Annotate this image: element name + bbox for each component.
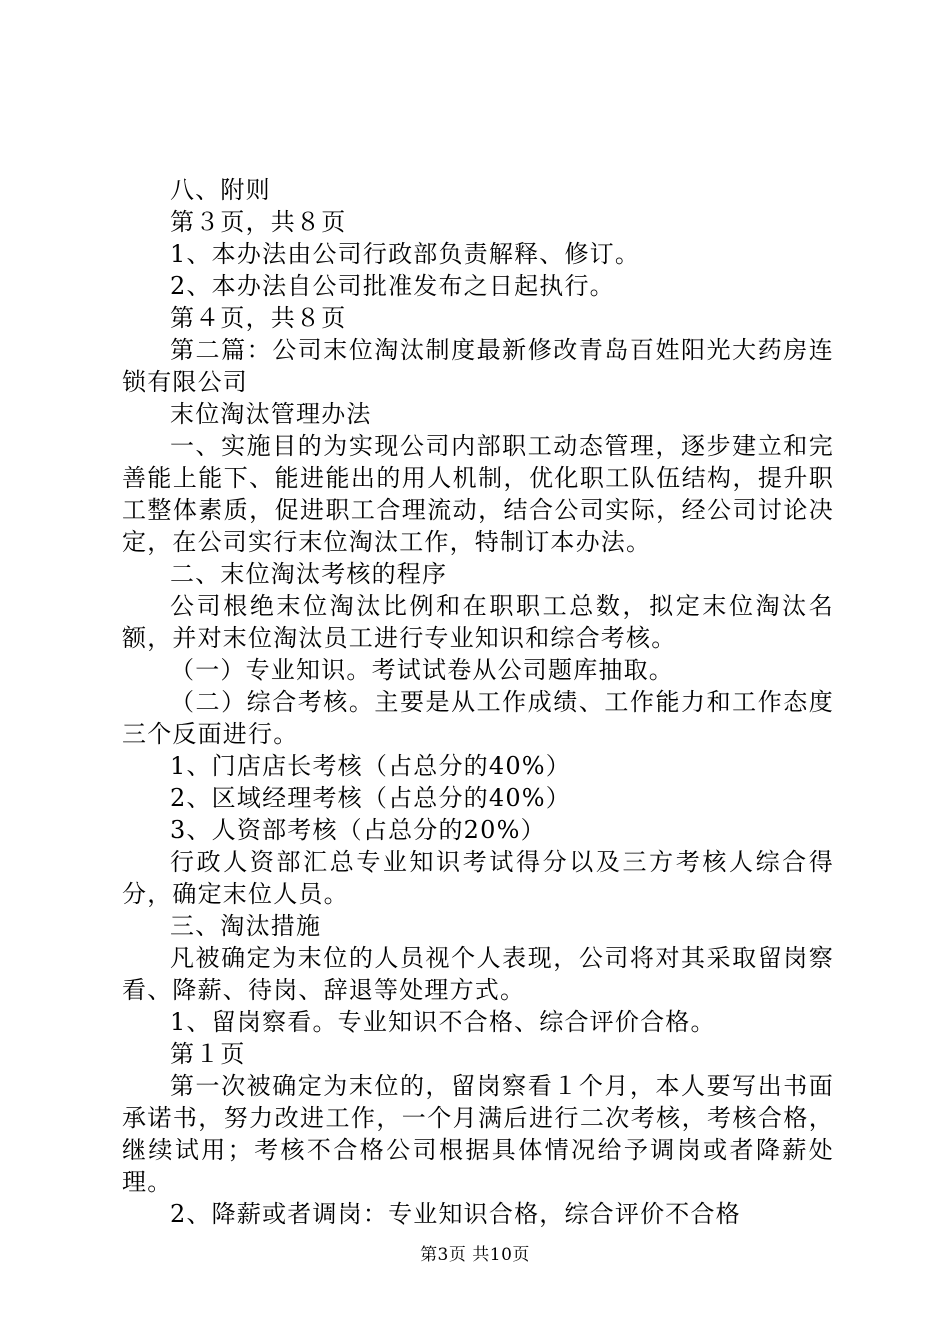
paragraph: 第一次被确定为末位的，留岗察看１个月，本人要写出书面承诺书，努力改进工作，一个月满后进行二次考核，考核合格，继续试用；考核不合格公司根据具体情况给予调岗或者降薪处理。	[122, 1072, 834, 1196]
paragraph: 第二篇：公司末位淘汰制度最新修改青岛百姓阳光大药房连锁有限公司	[122, 336, 834, 396]
paragraph: 1、本办法由公司行政部负责解释、修订。	[170, 240, 641, 268]
paragraph: 第３页，共８页	[170, 208, 347, 236]
paragraph: 行政人资部汇总专业知识考试得分以及三方考核人综合得分，确定末位人员。	[122, 848, 834, 908]
paragraph: 三、淘汰措施	[170, 912, 322, 940]
paragraph: 第１页	[170, 1040, 246, 1068]
paragraph: 第４页，共８页	[170, 304, 347, 332]
paragraph: 一、实施目的为实现公司内部职工动态管理，逐步建立和完善能上能下、能进能出的用人机制，优化职工队伍结构，提升职工整体素质，促进职工合理流动，结合公司实际，经公司讨论决定，在公司实行末位淘汰工作，特制订本办法。	[122, 432, 834, 556]
paragraph: 1、留岗察看。专业知识不合格、综合评价合格。	[170, 1008, 716, 1036]
page-footer: 第3页 共10页	[420, 1245, 530, 1265]
paragraph: 2、本办法自公司批准发布之日起执行。	[170, 272, 615, 300]
paragraph: （一）专业知识。考试试卷从公司题库抽取。	[170, 656, 674, 684]
paragraph: 末位淘汰管理办法	[170, 400, 372, 428]
paragraph: （二）综合考核。主要是从工作成绩、工作能力和工作态度三个反面进行。	[122, 688, 834, 748]
paragraph: 八、附则	[170, 176, 271, 204]
paragraph: 2、降薪或者调岗：专业知识合格，综合评价不合格	[170, 1200, 741, 1228]
paragraph: 3、人资部考核（占总分的20%）	[170, 816, 546, 844]
paragraph: 公司根绝末位淘汰比例和在职职工总数，拟定末位淘汰名额，并对末位淘汰员工进行专业知识和综合考核。	[122, 592, 834, 652]
document-body	[122, 174, 834, 1230]
paragraph: 二、末位淘汰考核的程序	[170, 560, 448, 588]
paragraph: 2、区域经理考核（占总分的40%）	[170, 784, 572, 812]
paragraph: 1、门店店长考核（占总分的40%）	[170, 752, 572, 780]
paragraph: 凡被确定为末位的人员视个人表现，公司将对其采取留岗察看、降薪、待岗、辞退等处理方式。	[122, 944, 834, 1004]
